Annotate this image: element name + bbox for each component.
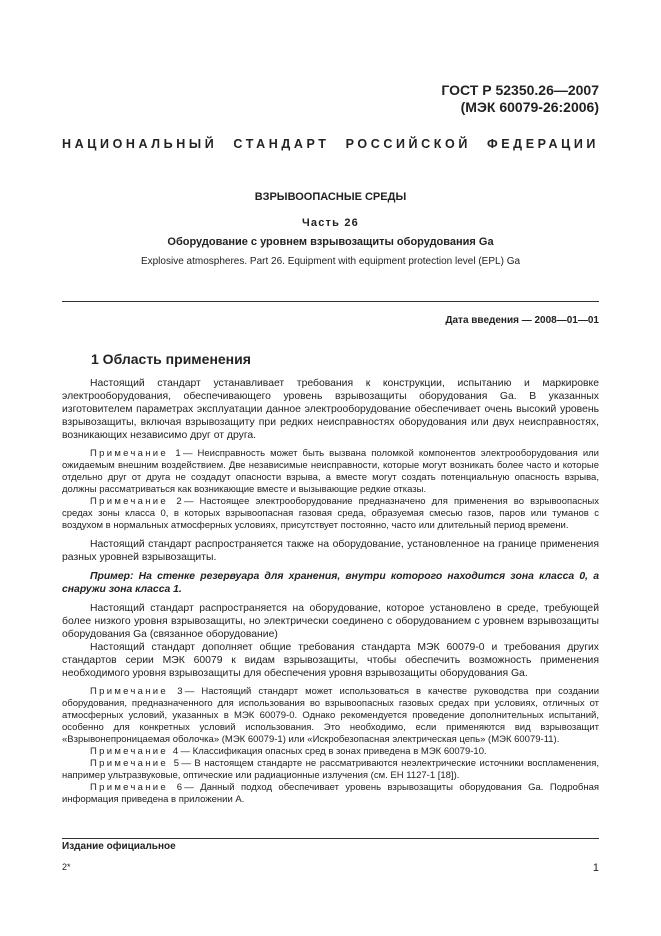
- title-divider: [62, 301, 599, 302]
- edition-label: Издание официальное: [62, 841, 176, 852]
- sheet-mark: 2*: [62, 862, 71, 872]
- section-body: [62, 377, 599, 806]
- note-text: — Классификация опасных сред в зонах приведена в МЭК 60079-10.: [180, 746, 487, 757]
- standard-number-block: [441, 82, 599, 116]
- standard-number: ГОСТ Р 52350.26—2007: [441, 82, 599, 98]
- note-label: Примечание 2: [90, 496, 184, 507]
- note-6: [62, 782, 599, 806]
- paragraph-2: Настоящий стандарт распространяется также на оборудование, установленное на границе применения разных уровней взрывозащиты.: [62, 539, 599, 563]
- note-label: Примечание 1: [90, 448, 183, 459]
- note-text: — Настоящий стандарт может использоваться в качестве руководства при создании оборудования, предназначенного для использования во взрывоопасных газовых средах при условиях, отличных от атмосферных условий, указанных в МЭК 60079-0. Однако рекомендуется проведение дополнительных испытаний, особенно для конкретных условий использования. Это необходимо, если применяются вид взрывозащит «Взрывонепроницаемая оболочка» (МЭК 60079-1) или «Искробезопасная электрическая цепь» (МЭК 60079-11).: [62, 686, 600, 745]
- note-5: [62, 758, 599, 782]
- note-text: — Неисправность может быть вызвана поломкой компонентов электрооборудования или ожидаемым внешним воздействием. Две независимые неисправности, которые могут возникать более часто и которые отдельно друг от друга не создадут опасности взрыва, а вместе могут создать потенциальную опасность взрыва, должны рассматриваться как возникающие вместе и вызывающие редкие отказы.: [62, 448, 599, 495]
- section-heading: 1 Область применения: [91, 351, 251, 367]
- english-title: Explosive atmospheres. Part 26. Equipment with equipment protection level (EPL) Ga: [140, 256, 521, 267]
- note-text: — Настоящее электрооборудование предназначено для применения во взрывоопасных средах зоны класса 0, в которых взрывоопасная газовая среда, образуемая смесью газов, паров или туманов с воздухом в нормальных атмосферных условиях, присутствует постоянно, часто или длительный период времени.: [62, 496, 600, 531]
- part-label: Часть 26: [301, 217, 359, 229]
- note-3: [62, 686, 599, 746]
- note-text: — В настоящем стандарте не рассматриваются неэлектрические источники воспламенения, например ультразвуковые, оптические или радиационные излучения (см. ЕН 1127-1 [18]).: [62, 758, 599, 781]
- iec-number: (МЭК 60079-26:2006): [460, 99, 599, 115]
- document-subtitle: Оборудование с уровнем взрывозащиты оборудования Ga: [167, 236, 494, 248]
- footer-divider: [62, 838, 599, 839]
- note-label: Примечание 4: [90, 746, 181, 757]
- note-text: — Данный подход обеспечивает уровень взрывозащиты оборудования Ga. Подробная информация приведена в приложении А.: [62, 782, 599, 805]
- national-standard-banner: НАЦИОНАЛЬНЫЙ СТАНДАРТ РОССИЙСКОЙ ФЕДЕРАЦИИ: [62, 137, 599, 151]
- note-4: [62, 746, 599, 758]
- note-label: Примечание 5: [90, 758, 182, 769]
- document-title: ВЗРЫВООПАСНЫЕ СРЕДЫ: [254, 191, 407, 203]
- paragraph-3: Настоящий стандарт распространяется на оборудование, которое установлено в среде, требующей более низкого уровня взрывозащиты, но электрически соединено с оборудованием с уровнем взрывозащиты оборудования Ga (связанное оборудование): [62, 603, 599, 640]
- note-label: Примечание 3: [90, 686, 185, 697]
- paragraph-1: Настоящий стандарт устанавливает требования к конструкции, испытанию и маркировке электрооборудования, обеспечивающего уровень взрывозащиты оборудования Ga. В указанных изготовителем параметрах эксплуатации данное электрооборудование обеспечивает очень высокий уровень взрывозащиты, включая взрывозащиту при редких неисправностях оборудования или двух неисправностях, возникающих независимо друг от друга.: [62, 378, 599, 441]
- note-label: Примечание 6: [90, 782, 185, 793]
- example: Пример: На стенке резервуара для хранения, внутри которого находится зона класса 0, а снаружи зона класса 1.: [62, 571, 599, 595]
- introduction-date: Дата введения — 2008—01—01: [445, 315, 599, 326]
- note-2: [62, 496, 599, 532]
- page-number: 1: [592, 862, 599, 874]
- note-1: [62, 448, 599, 496]
- paragraph-4: Настоящий стандарт дополняет общие требования стандарта МЭК 60079-0 и требования других стандартов серии МЭК 60079 к видам взрывозащиты, чтобы обеспечить возможность применения необходимого уровня взрывозащиты для обеспечения уровня взрывозащиты оборудования Ga.: [62, 642, 599, 679]
